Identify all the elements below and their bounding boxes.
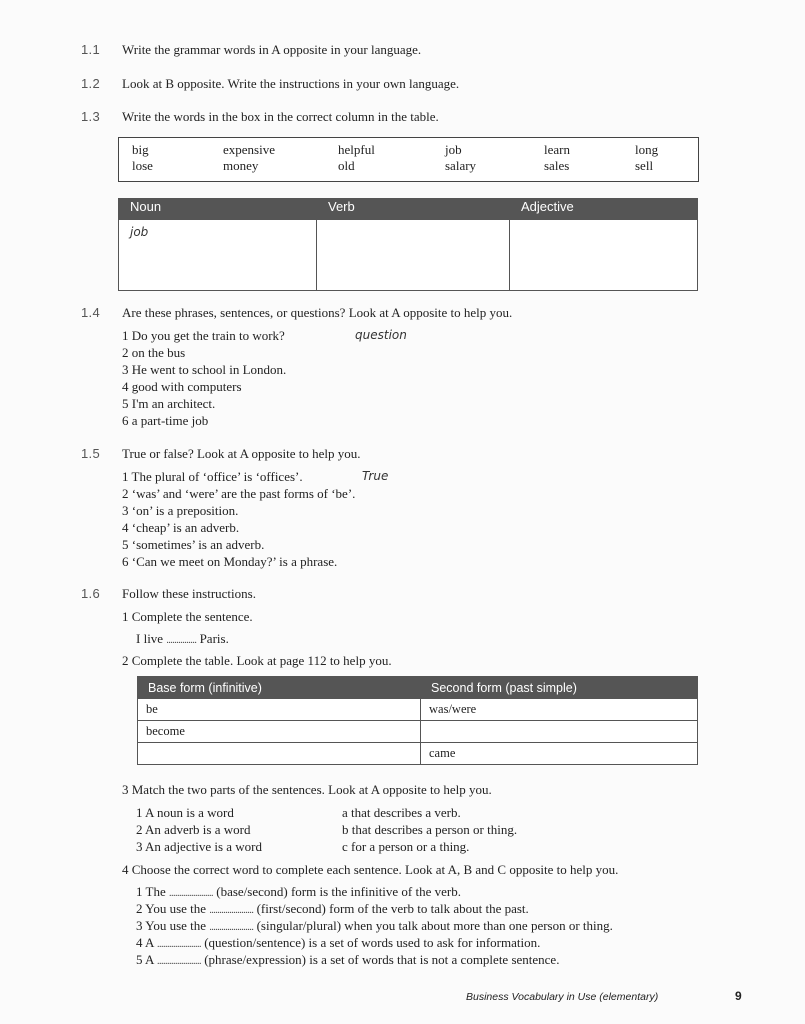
list-item: 5 ‘sometimes’ is an adverb.: [122, 537, 265, 552]
list-item: 5 I'm an architect.: [122, 396, 216, 411]
table-header-second-form: Second form (past simple): [421, 677, 698, 699]
list-item: 6 a part-time job: [122, 413, 209, 428]
exercise-number: 1.1: [81, 42, 100, 57]
sentence-end: Paris.: [196, 631, 229, 646]
answer-blank[interactable]: ......................: [209, 905, 254, 916]
exercise-number: 1.5: [81, 446, 100, 461]
table-header-base-form: Base form (infinitive): [138, 677, 421, 699]
match-right: c for a person or a thing.: [342, 839, 470, 854]
verb-cell[interactable]: [317, 220, 510, 291]
sentence-end: (phrase/expression) is a set of words that is not a complete sentence.: [200, 952, 560, 967]
sentence-line: [136, 935, 540, 951]
sentence-line: [136, 631, 229, 647]
match-right: b that describes a person or thing.: [342, 822, 518, 837]
answer-blank[interactable]: ......................: [156, 939, 201, 950]
exercise-instruction: Are these phrases, sentences, or questions? Look at A opposite to help you.: [122, 305, 513, 320]
sentence-start: 3 You use the: [136, 918, 210, 933]
second-form-cell[interactable]: came: [421, 743, 698, 765]
answer-blank[interactable]: ......................: [156, 956, 201, 967]
box-word: money: [223, 158, 259, 173]
table-row: [138, 743, 698, 765]
handwritten-answer: job: [130, 225, 149, 239]
exercise-number: 1.4: [81, 305, 100, 320]
sentence-end: (base/second) form is the infinitive of the verb.: [212, 884, 461, 899]
answer-blank[interactable]: ......................: [209, 922, 254, 933]
second-form-cell[interactable]: was/were: [421, 699, 698, 721]
exercise-instruction: Look at B opposite. Write the instructions in your own language.: [122, 76, 460, 91]
box-word: old: [338, 158, 355, 173]
sentence-start: 1 The: [136, 884, 169, 899]
box-word: salary: [445, 158, 477, 173]
table-header-adjective: Adjective: [510, 199, 698, 220]
box-word: job: [445, 142, 462, 157]
sentence-start: 2 You use the: [136, 901, 210, 916]
table-row: [138, 699, 698, 721]
part-title: 4 Choose the correct word to complete each sentence. Look at A, B and C opposite to help you.: [122, 862, 619, 877]
answer-blank[interactable]: ......................: [168, 888, 213, 899]
exercise-instruction: Write the grammar words in A opposite in your language.: [122, 42, 422, 57]
sentence-start: 5 A: [136, 952, 157, 967]
match-left: 2 An adverb is a word: [136, 822, 251, 837]
table-row: [138, 721, 698, 743]
adjective-cell[interactable]: [510, 220, 698, 291]
base-form-cell[interactable]: become: [138, 721, 421, 743]
table-header-verb: Verb: [317, 199, 510, 220]
sentence-end: (singular/plural) when you talk about more than one person or thing.: [253, 918, 613, 933]
verb-forms-table: [137, 676, 698, 765]
list-item: 6 ‘Can we meet on Monday?’ is a phrase.: [122, 554, 338, 569]
box-word: sell: [635, 158, 654, 173]
exercise-number: 1.6: [81, 586, 100, 601]
box-word: long: [635, 142, 659, 157]
exercise-number: 1.3: [81, 109, 100, 124]
word-class-table: [118, 198, 698, 291]
handwritten-answer: question: [355, 328, 407, 342]
book-title-footer: Business Vocabulary in Use (elementary): [466, 991, 659, 1003]
box-word: helpful: [338, 142, 375, 157]
list-item: 3 He went to school in London.: [122, 362, 287, 377]
table-header-noun: Noun: [119, 199, 317, 220]
handwritten-answer: True: [362, 469, 389, 483]
sentence-line: [136, 901, 529, 917]
sentence-line: [136, 884, 461, 900]
base-form-cell[interactable]: [138, 743, 421, 765]
answer-blank[interactable]: ...............: [166, 635, 197, 646]
word-box: [118, 137, 699, 182]
list-item: 4 ‘cheap’ is an adverb.: [122, 520, 240, 535]
match-right: a that describes a verb.: [342, 805, 461, 820]
match-left: 1 A noun is a word: [136, 805, 234, 820]
exercise-instruction: Follow these instructions.: [122, 586, 256, 601]
list-item: 1 The plural of ‘office’ is ‘offices’.: [122, 469, 303, 484]
sentence-line: [136, 952, 559, 968]
list-item: 2 on the bus: [122, 345, 186, 360]
sentence-start: 4 A: [136, 935, 157, 950]
list-item: 4 good with computers: [122, 379, 242, 394]
part-title: 3 Match the two parts of the sentences. Look at A opposite to help you.: [122, 782, 492, 797]
page-number: 9: [735, 989, 742, 1003]
box-word: expensive: [223, 142, 275, 157]
base-form-cell[interactable]: be: [138, 699, 421, 721]
box-word: sales: [544, 158, 570, 173]
sentence-end: (question/sentence) is a set of words used to ask for information.: [200, 935, 541, 950]
sentence-line: [136, 918, 613, 934]
exercise-instruction: True or false? Look at A opposite to help you.: [122, 446, 361, 461]
sentence-end: (first/second) form of the verb to talk about the past.: [253, 901, 529, 916]
box-word: big: [132, 142, 149, 157]
second-form-cell[interactable]: [421, 721, 698, 743]
list-item: 2 ‘was’ and ‘were’ are the past forms of ‘be’.: [122, 486, 356, 501]
match-left: 3 An adjective is a word: [136, 839, 262, 854]
exercise-number: 1.2: [81, 76, 100, 91]
part-title: 2 Complete the table. Look at page 112 to help you.: [122, 653, 392, 668]
box-word: lose: [132, 158, 153, 173]
noun-cell[interactable]: [119, 220, 317, 291]
list-item: 1 Do you get the train to work?: [122, 328, 285, 343]
part-title: 1 Complete the sentence.: [122, 609, 253, 624]
box-word: learn: [544, 142, 570, 157]
exercise-instruction: Write the words in the box in the correct column in the table.: [122, 109, 439, 124]
sentence-start: I live: [136, 631, 167, 646]
list-item: 3 ‘on’ is a preposition.: [122, 503, 239, 518]
